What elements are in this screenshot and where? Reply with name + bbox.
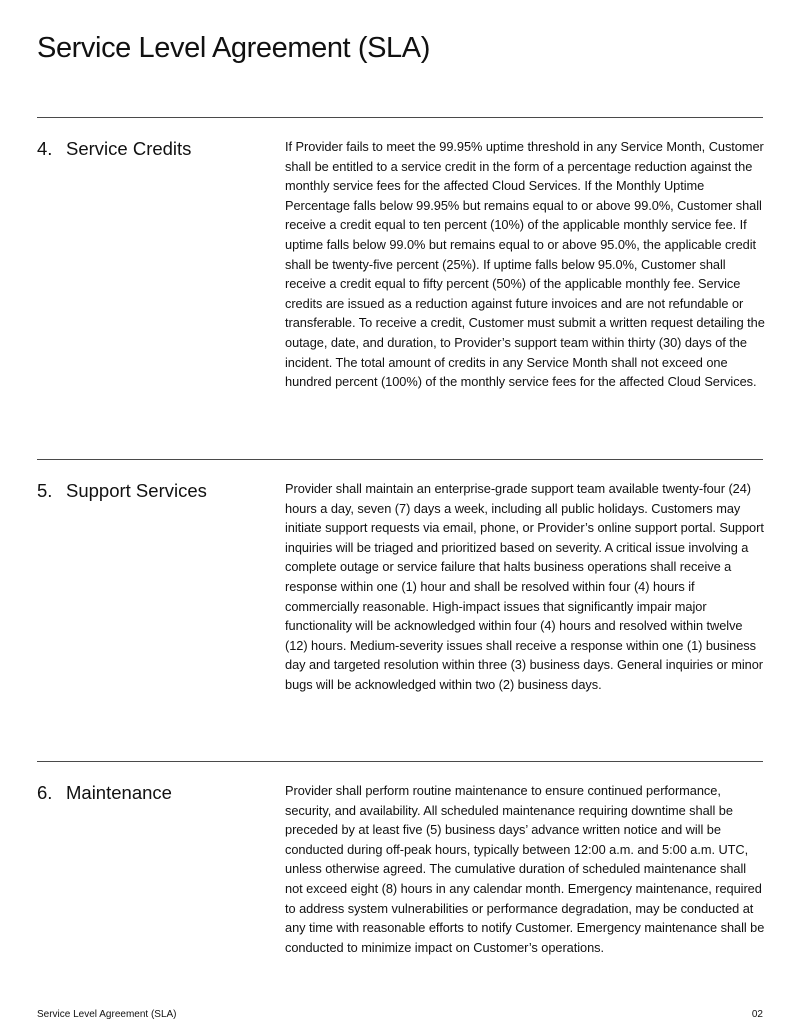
section-body: Provider shall maintain an enterprise-grade support team available twenty-four (24) hours a day, seven (7) days a week, including all public holidays. Customers may initiate support requests via email, phone, or Provider’s online support portal. Support inquiries will be triaged and prioritized based on severity. A critical issue involving a complete outage or service failure that halts business operations shall receive a response within one (1) hour and shall be resolved within four (4) hours if commercially reasonable. High-impact issues that significantly impair major functionality will be acknowledged within four (4) hours and resolved within twelve (12) hours. Medium-severity issues shall receive a response within one (1) business day and targeted resolution within three (3) business days. General inquiries or minor bugs will be acknowledged within two (2) business days. [285, 481, 764, 692]
footer-document-title: Service Level Agreement (SLA) [37, 1009, 177, 1020]
section-title: Maintenance [66, 782, 172, 803]
document-title: Service Level Agreement (SLA) [37, 32, 430, 64]
section-heading [37, 137, 191, 161]
section-number: 5. [37, 480, 53, 501]
section-title: Support Services [66, 480, 207, 501]
section-support-services [37, 459, 764, 692]
footer-page-number: 02 [751, 1009, 763, 1020]
section-maintenance [37, 761, 765, 955]
section-number: 4. [37, 138, 53, 159]
section-body: Provider shall perform routine maintenance to ensure continued performance, security, and availability. All scheduled maintenance requiring downtime shall be preceded by at least five (5) business days’ advance written notice and will be conducted during off-peak hours, typically between 12:00 a.m. and 5:00 a.m. UTC, unless otherwise agreed. The cumulative duration of scheduled maintenance shall not exceed eight (8) hours in any calendar month. Emergency maintenance, required to address system vulnerabilities or performance degradation, may be conducted at any time with reasonable efforts to notify Customer. Emergency maintenance shall be conducted to minimize impact on Customer’s operations. [285, 783, 765, 955]
section-heading [37, 781, 172, 805]
section-number: 6. [37, 782, 53, 803]
section-service-credits [37, 117, 765, 390]
section-title: Service Credits [66, 138, 192, 159]
section-body: If Provider fails to meet the 99.95% uptime threshold in any Service Month, Customer shall be entitled to a service credit in the form of a percentage reduction against the monthly service fees for the affected Cloud Services. If the Monthly Uptime Percentage falls below 99.95% but remains equal to or above 99.0%, Customer shall receive a credit equal to ten percent (10%) of the applicable monthly service fee. If uptime falls below 99.0% but remains equal to or above 95.0%, the applicable credit shall be twenty-five percent (25%). If uptime falls below 95.0%, Customer shall receive a credit equal to fifty percent (50%) of the applicable monthly fee. Service credits are issued as a reduction against future invoices and are not refundable or transferable. To receive a credit, Customer must submit a written request detailing the outage, date, and duration, to Provider’s support team within thirty (30) days of the incident. The total amount of credits in any Service Month shall not exceed one hundred percent (100%) of the monthly service fees for the affected Cloud Services. [285, 139, 765, 390]
section-heading [37, 479, 207, 503]
